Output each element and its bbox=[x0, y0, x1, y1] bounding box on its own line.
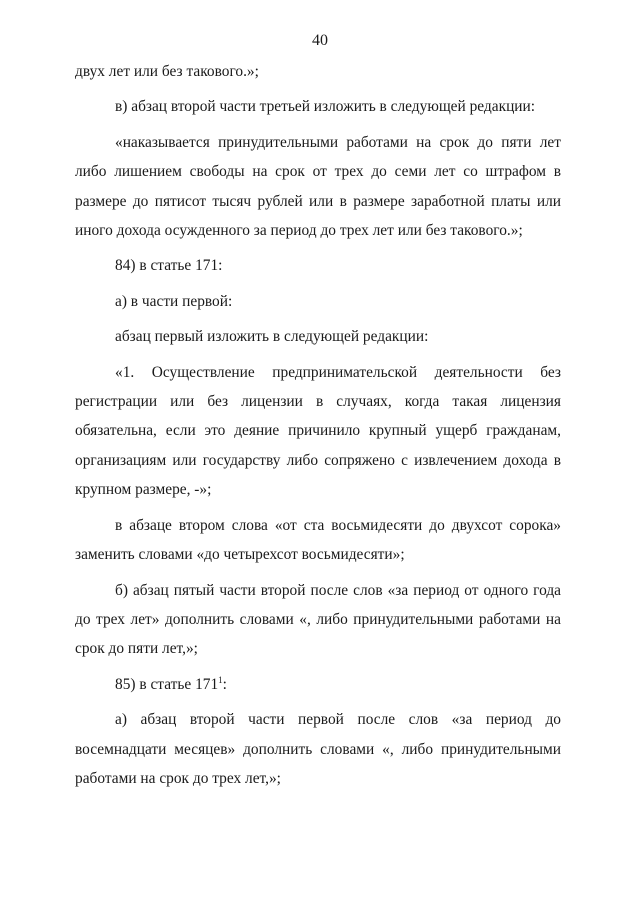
item-85-superscript: 1 bbox=[218, 674, 223, 685]
paragraph-quoted-clause-1: «1. Осуществление предпринимательской деятельности без регистрации или без лицензии в случаях, когда такая лицензия обязательна, если это деяние причинило крупный ущерб гражданам, организациям или государству либо сопряжено с извлечением дохода в крупном размере, -»; bbox=[75, 363, 561, 499]
paragraph-item-85 bbox=[75, 670, 561, 699]
document-body bbox=[75, 57, 561, 793]
paragraph-item-b: б) абзац пятый части второй после слов «за период от одного года до трех лет» дополнить словами «, либо принудительными работами на срок до пяти лет,»; bbox=[75, 581, 561, 658]
paragraph-item-84: 84) в статье 171: bbox=[115, 257, 223, 275]
paragraph-item-a-85: а) абзац второй части первой после слов «за период до восемнадцати месяцев» дополнить словами «, либо принудительными работами на срок до трех лет,»; bbox=[75, 711, 561, 787]
paragraph-item-v: в) абзац второй части третьей изложить в следующей редакции: bbox=[115, 98, 536, 116]
item-85-colon: : bbox=[222, 675, 227, 693]
page-number: 40 bbox=[312, 32, 328, 49]
paragraph-abzac-second: в абзаце втором слова «от ста восьмидесяти до двухсот сорока» заменить словами «до четырехсот восьмидесяти»; bbox=[75, 516, 561, 564]
paragraph-abzac-first: абзац первый изложить в следующей редакции: bbox=[115, 328, 429, 346]
paragraph-item-a: а) в части первой: bbox=[115, 292, 233, 310]
paragraph-continuation: двух лет или без такового.»; bbox=[75, 63, 259, 80]
item-85-text: 85) в статье 171 bbox=[115, 675, 219, 693]
paragraph-quoted-sanction: «наказывается принудительными работами на срок до пяти лет либо лишением свободы на срок от трех до семи лет со штрафом в размере до пятисот тысяч рублей или в размере заработной платы или иного дохода осужденного за период до трех лет или без такового.»; bbox=[75, 133, 561, 240]
